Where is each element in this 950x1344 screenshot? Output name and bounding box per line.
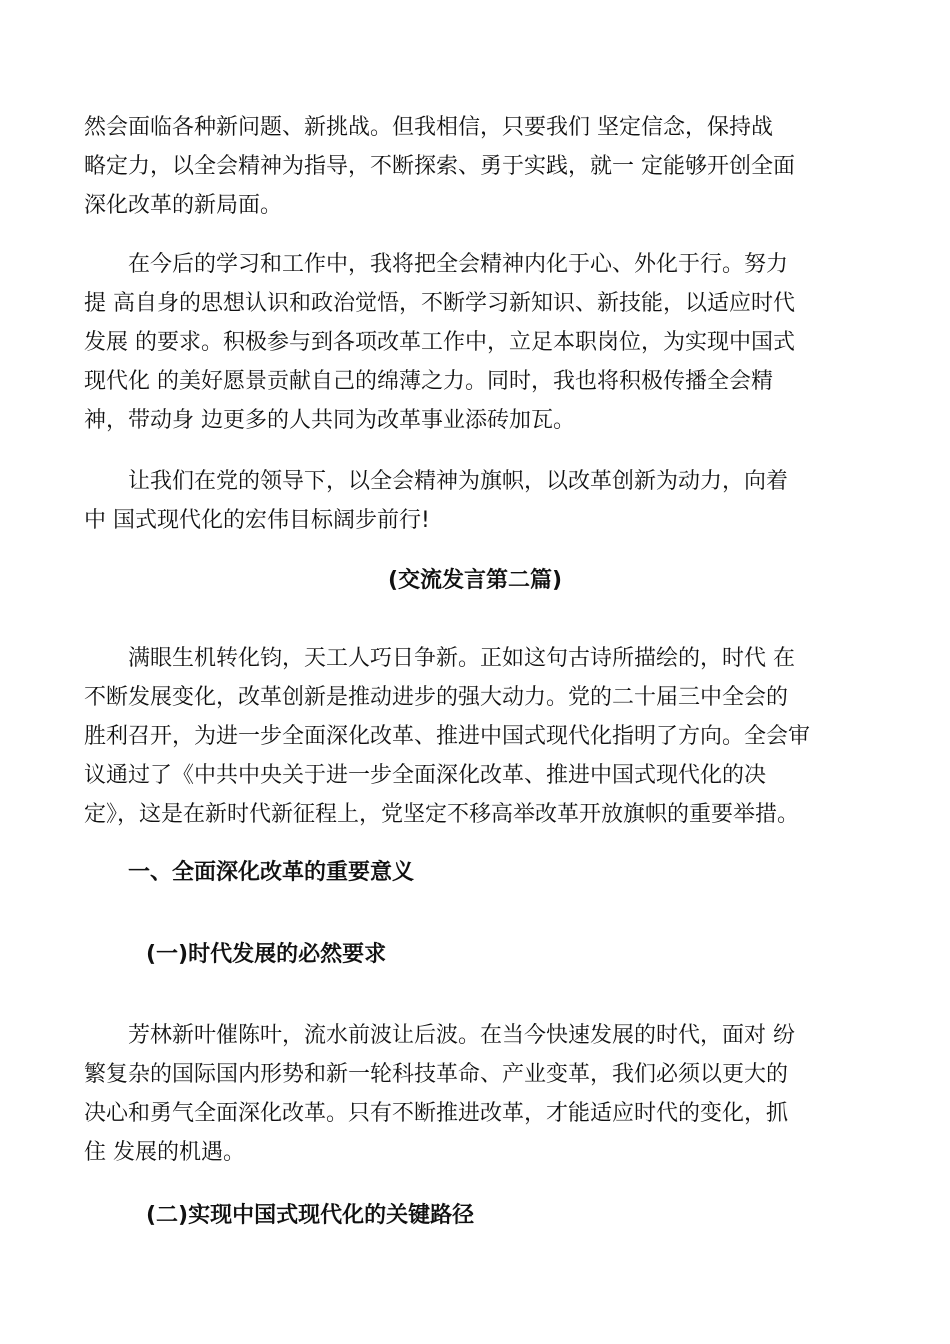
paragraph-1-line-3: 深化改革的新局面。: [84, 193, 283, 218]
subheading-1: (一)时代发展的必然要求: [146, 942, 387, 967]
paragraph-4-line-1: 满眼生机转化钧，天工人巧日争新。正如这句古诗所描绘的，时代 在: [128, 646, 795, 671]
paragraph-5-line-2: 繁复杂的国际国内形势和新一轮科技革命、产业变革，我们必须以更大的: [84, 1062, 789, 1087]
paragraph-2-line-2: 提 高自身的思想认识和政治觉悟，不断学习新知识、新技能，以适应时代: [84, 291, 795, 316]
paragraph-4-line-2: 不断发展变化，改革创新是推动进步的强大动力。党的二十届三中全会的: [84, 685, 789, 710]
paragraph-2-line-4: 现代化 的美好愿景贡献自己的绵薄之力。同时，我也将积极传播全会精: [84, 369, 773, 394]
heading-1: 一、全面深化改革的重要意义: [128, 860, 415, 885]
paragraph-2-line-5: 神，带动身 边更多的人共同为改革事业添砖加瓦。: [84, 408, 575, 433]
paragraph-3-line-2: 中 国式现代化的宏伟目标阔步前行!: [84, 508, 430, 533]
paragraph-1-line-1: 然会面临各种新问题、新挑战。但我相信，只要我们 坚定信念，保持战: [84, 115, 773, 140]
paragraph-4-line-5: 定》，这是在新时代新征程上，党坚定不移高举改革开放旗帜的重要举措。: [84, 802, 800, 827]
paragraph-4-line-4: 议通过了《中共中央关于进一步全面深化改革、推进中国式现代化的决: [84, 763, 767, 788]
section-title: (交流发言第二篇): [387, 568, 563, 593]
paragraph-5-line-1: 芳林新叶催陈叶，流水前波让后波。在当今快速发展的时代，面对 纷: [128, 1023, 795, 1048]
paragraph-5-line-4: 住 发展的机遇。: [84, 1140, 245, 1165]
subheading-2: (二)实现中国式现代化的关键路径: [146, 1203, 475, 1228]
paragraph-3-line-1: 让我们在党的领导下，以全会精神为旗帜，以改革创新为动力，向着: [128, 469, 789, 494]
paragraph-4-line-3: 胜利召开，为进一步全面深化改革、推进中国式现代化指明了方向。全会审: [84, 724, 811, 749]
paragraph-1-line-2: 略定力，以全会精神为指导，不断探索、勇于实践，就一 定能够开创全面: [84, 154, 795, 179]
paragraph-2-line-1: 在今后的学习和工作中，我将把全会精神内化于心、外化于行。努力: [128, 252, 789, 277]
paragraph-5-line-3: 决心和勇气全面深化改革。只有不断推进改革，才能适应时代的变化，抓: [84, 1101, 789, 1126]
paragraph-2-line-3: 发展 的要求。积极参与到各项改革工作中，立足本职岗位，为实现中国式: [84, 330, 795, 355]
